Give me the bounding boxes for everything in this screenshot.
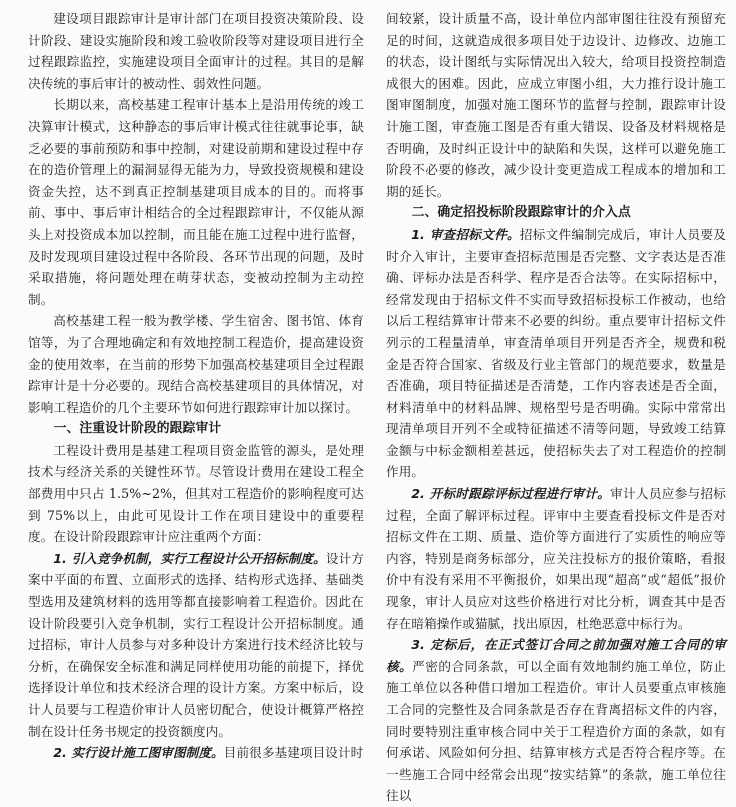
design-item-1 [28,548,364,742]
bidding-item-2-body: 审计人员应参与招标过程，全面了解评标过程。评审中主要查看投标文件是否对招标文件在工期、质量、造价等方面进行了实质性的响应等内容，特别是商务标部分，应关注投标方的报价策略，看报价中有没有采用不平衡报价，如果出现“超高”或“超低”报价现象，审计人员应对这些价格进行对比分析，调查其中是否存在暗箱操作或猫腻，找出原因，杜绝恶意中标行为。 [386,486,726,631]
bidding-item-1-lead: 1. 审查招标文件。 [411,226,520,242]
bidding-item-1-body: 招标文件编制完成后，审计人员要及时介入审计，主要审查招标范围是否完整、文字表达是否准确、评标办法是否科学、程序是否合法等。在实际招标中，经常发现由于招标文件不实而导致招标投标工作被动，也给以后工程结算审计带来不必要的纠纷。重点要审计招标文件列示的工程量清单，审查清单项目开列是否齐全，规费和税金是否符合国家、省级及行业主管部门的规范要求，数量是否准确，项目特征描述是否清楚，工作内容表述是否全面，材料清单中的材料品牌、规格型号是否明确。实际中常常出现清单项目开列不全或特征描述不清等问题，导致竣工结算金额与中标金额相差甚远，使招标失去了对工程造价的控制作用。 [386,226,726,480]
design-item-1-lead: 1. 引入竞争机制，实行工程设计公开招标制度。 [53,550,326,566]
section-heading-bidding-stage: 二、确定招投标阶段跟踪审计的介入点 [411,205,631,221]
background-paragraph: 长期以来，高校基建工程审计基本上是沿用传统的竣工决算审计模式，这种静态的事后审计模式往往就事论事，缺乏必要的事前预防和事中控制，对建设前期和建设过程中存在的造价管理上的漏洞显得无能为力，导致投资规模和建设资金失控，达不到真正控制基建项目成本的目的。而将事前、事中、事后审计相结合的全过程跟踪审计，不仅能从源头上对投资成本加以控制，而且能在施工过程中进行监督，及时发现项目建设过程中各阶段、各环节出现的问题，及时采取措施，将问题处理在萌芽状态，变被动控制为主动控制。 [28,97,364,307]
bidding-item-2 [386,483,726,634]
bidding-item-3-lead: 3. 定标后，在正式签订合同之前加强对施工合同的审核。 [386,637,726,674]
left-column [28,8,364,761]
bidding-item-1 [386,224,726,483]
design-item-2-body: 目前很多基建项目设计时 [223,745,364,761]
design-item-2 [28,742,364,764]
section-heading-design-stage: 一、注重设计阶段的跟踪审计 [53,421,222,437]
design-item-2-lead: 2. 实行设计施工图审图制度。 [53,745,224,761]
design-cost-paragraph: 工程设计费用是基建工程项目资金监管的源头，是处理技术与经济关系的关键性环节。尽管设计费用在建设工程全部费用中只占 1.5%~2%，但其对工程造价的影响程度可达到 75%以上，由此可见设计工作在项目建设中的重要程度。在设计阶段跟踪审计应注重两个方面： [28,442,364,545]
continuation-paragraph: 间较紧，设计质量不高，设计单位内部审图往往没有预留充足的时间，这就造成很多项目处于边设计、边修改、边施工的状态，设计图纸与实际情况出入较大，给项目投资控制造成很大的困难。因此，应成立审图小组，大力推行设计施工图审图制度，加强对施工图环节的监督与控制，跟踪审计设计施工图，审查施工图是否有重大错误、设备及材料规格是否明确，及时纠正设计中的缺陷和失误，这样可以避免施工阶段不必要的修改，减少设计变更造成工程成本的增加和工期的延长。 [386,11,726,199]
bidding-item-3-body: 严密的合同条款，可以全面有效地制约施工单位，防止施工单位以各种借口增加工程造价。审计人员要重点审核施工合同的完整性及合同条款是否存在背离招标文件的内容，同时要特别注重审核合同中关于工程造价方面的条款，如有何承诺、风险如何分担、结算审核方式是否符合程序等。在一些施工合同中经常会出现“按实结算”的条款，施工单位往往以 [386,658,726,804]
intro-paragraph: 建设项目跟踪审计是审计部门在项目投资决策阶段、设计阶段、建设实施阶段和竣工验收阶段等对建设项目进行全过程跟踪监控，实施建设项目全面审计的过程。其目的是解决传统的事后审计的被动性、弱效性问题。 [28,11,364,91]
bidding-item-2-lead: 2. 开标时跟踪评标过程进行审计。 [411,486,611,502]
bidding-item-3 [386,634,726,807]
design-item-1-body: 设计方案中平面的布置、立面形式的选择、结构形式选择、基础类型选用及建筑材料的选用等都直接影响着工程造价。因此在设计阶段要引入竞争机制，实行工程设计公开招标制度。通过招标，审计人员参与对多种设计方案进行技术经济比较与分析，在确保安全标准和满足同样使用功能的前提下，择优选择设计单位和技术经济合理的设计方案。方案中标后，设计人员要与工程造价审计人员密切配合，使设计概算严格控制在设计任务书规定的投资额度内。 [28,550,364,739]
scope-paragraph: 高校基建工程一般为教学楼、学生宿舍、图书馆、体育馆等，为了合理地确定和有效地控制工程造价，提高建设资金的使用效率，在当前的形势下加强高校基建项目全过程跟踪审计是十分必要的。现结合高校基建项目的具体情况，对影响工程造价的几个主要环节如何进行跟踪审计加以探讨。 [28,313,364,415]
right-column [386,8,726,804]
